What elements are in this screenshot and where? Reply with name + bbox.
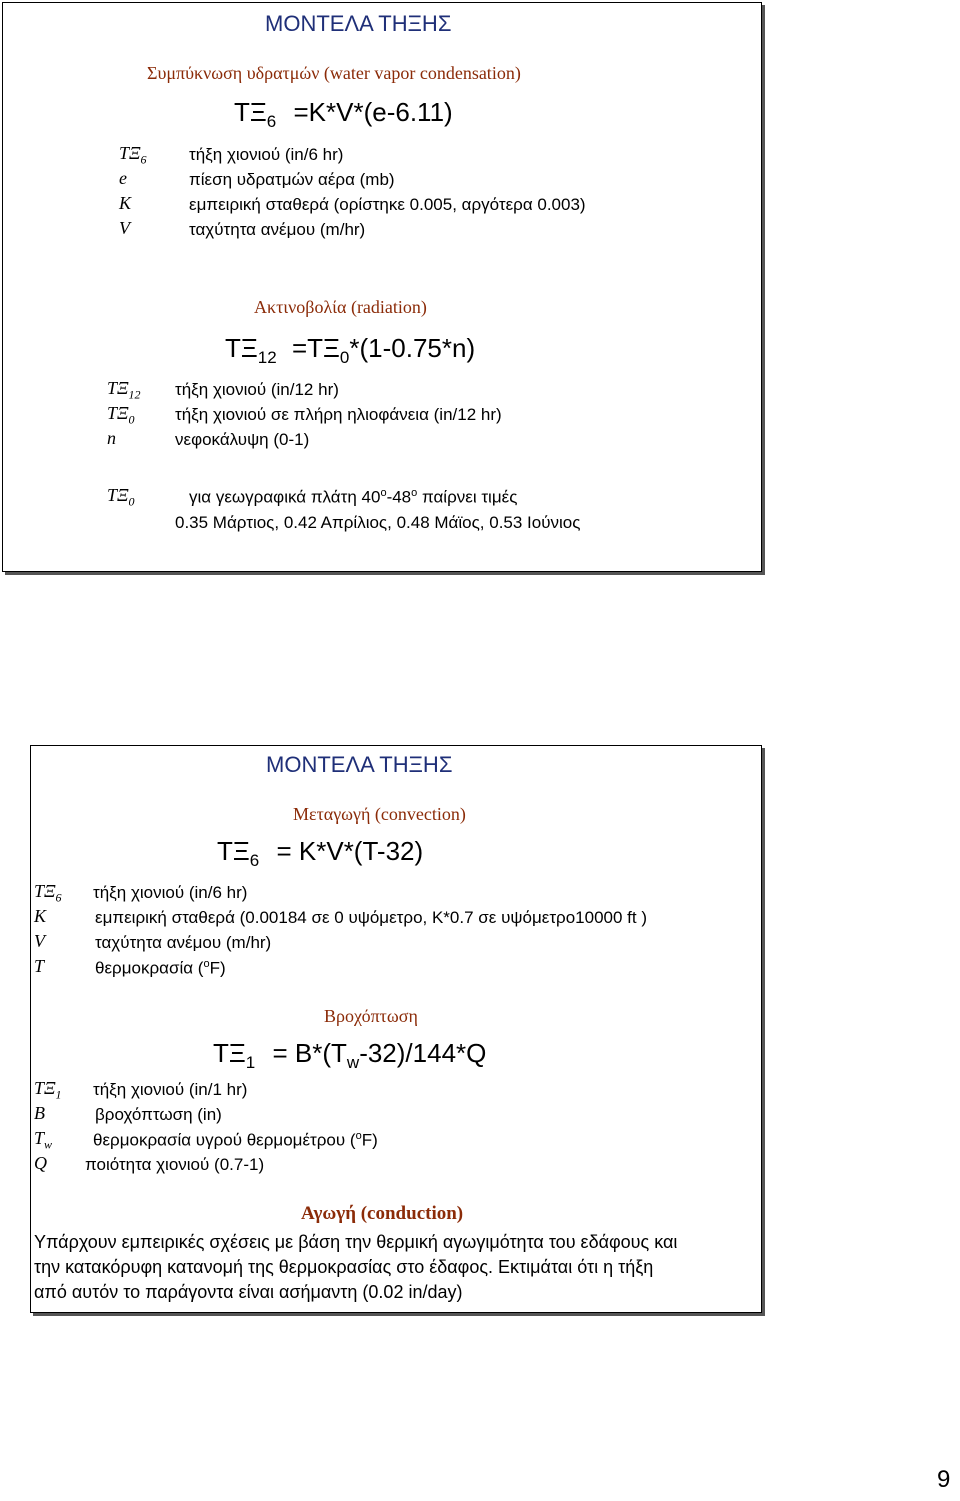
var-symbol: V xyxy=(119,218,130,238)
slide-melting-models-1 xyxy=(2,2,762,572)
var-definition: τήξη χιονιού (in/1 hr) xyxy=(93,1080,248,1099)
var-definition: εμπειρική σταθερά (0.00184 σε 0 υψόμετρο, K*0.7 σε υψόμετρο10000 ft ) xyxy=(95,908,647,927)
var-symbol: K xyxy=(34,906,47,926)
var-definition: τήξη χιονιού (in/6 hr) xyxy=(93,883,248,902)
var-symbol: $T\Xi_1$ xyxy=(34,1078,62,1102)
convection-heading: Μεταγωγή (convection) xyxy=(293,804,466,824)
var-definition: θερμοκρασία υγρού θερμομέτρου ($^o$F) xyxy=(93,1130,378,1150)
conduction-heading: Αγωγή (conduction) xyxy=(301,1203,464,1224)
var-symbol: $T\Xi_6$ xyxy=(119,143,147,167)
latitude-note: για γεωγραφικά πλάτη 40$^o$-48$^o$ παίρνει τιμές xyxy=(189,487,518,507)
var-definition: τήξη χιονιού (in/6 hr) xyxy=(189,145,344,164)
rainfall-heading: Βροχόπτωση xyxy=(324,1006,418,1026)
var-symbol: B xyxy=(34,1103,45,1123)
var-definition: θερμοκρασία ($^o$F) xyxy=(95,958,226,978)
var-definition: βροχόπτωση (in) xyxy=(95,1105,222,1124)
rainfall-equation: $T\Xi_1 = B*(T_w-32)/144*Q$ xyxy=(213,1038,487,1072)
page-number: 9 xyxy=(937,1466,951,1493)
paragraph-line: Υπάρχουν εμπειρικές σχέσεις με βάση την θερμική αγωγιμότητα του εδάφους και xyxy=(34,1232,678,1252)
var-symbol: $T\Xi_{12}$ xyxy=(107,378,141,402)
var-definition: εμπειρική σταθερά (ορίστηκε 0.005, αργότερα 0.003) xyxy=(189,195,586,214)
condensation-equation: $T\Xi_6 =K*V*(e-6.11)$ xyxy=(234,97,453,131)
paragraph-line: την κατακόρυφη κατανομή της θερμοκρασίας στο έδαφος. Εκτιμάται ότι η τήξη xyxy=(34,1257,654,1277)
var-definition: τήξη χιονιού (in/12 hr) xyxy=(175,380,339,399)
radiation-heading: Ακτινοβολία (radiation) xyxy=(254,297,427,317)
var-symbol: $T_w$ xyxy=(34,1128,53,1152)
var-symbol: Q xyxy=(34,1153,47,1173)
slide-melting-models-2 xyxy=(30,745,762,1313)
paragraph-line: από αυτόν το παράγοντα είναι ασήμαντη (0.02 in/day) xyxy=(34,1282,463,1302)
var-definition: πίεση υδρατμών αέρα (mb) xyxy=(189,170,395,189)
var-definition: ποιότητα χιονιού (0.7-1) xyxy=(85,1155,265,1174)
convection-equation: $T\Xi_6 = K*V*(T-32)$ xyxy=(217,836,424,870)
slide-title: ΜΟΝΤΕΛΑ ΤΗΞΗΣ xyxy=(265,11,452,36)
var-symbol: $T\Xi_6$ xyxy=(34,881,62,905)
var-symbol: T xyxy=(34,956,45,976)
var-definition: τήξη χιονιού σε πλήρη ηλιοφάνεια (in/12 hr) xyxy=(175,405,502,424)
note-symbol: $T\Xi_0$ xyxy=(107,485,135,509)
var-symbol: e xyxy=(119,168,127,188)
var-definition: νεφοκάλυψη (0-1) xyxy=(175,430,310,449)
conduction-paragraph xyxy=(34,1230,677,1305)
monthly-values: 0.35 Μάρτιος, 0.42 Απρίλιος, 0.48 Μάϊος, 0.53 Ιούνιος xyxy=(175,513,581,532)
var-definition: ταχύτητα ανέμου (m/hr) xyxy=(189,220,366,239)
slide-title: ΜΟΝΤΕΛΑ ΤΗΞΗΣ xyxy=(266,752,453,777)
condensation-heading: Συμπύκνωση υδρατμών (water vapor condensation) xyxy=(147,63,521,83)
var-symbol: V xyxy=(34,931,45,951)
var-definition: ταχύτητα ανέμου (m/hr) xyxy=(95,933,272,952)
var-symbol: $T\Xi_0$ xyxy=(107,403,135,427)
var-symbol: n xyxy=(107,428,116,448)
var-symbol: K xyxy=(119,193,132,213)
radiation-equation: $T\Xi_{12} =T\Xi_0*(1-0.75*n)$ xyxy=(225,333,476,367)
